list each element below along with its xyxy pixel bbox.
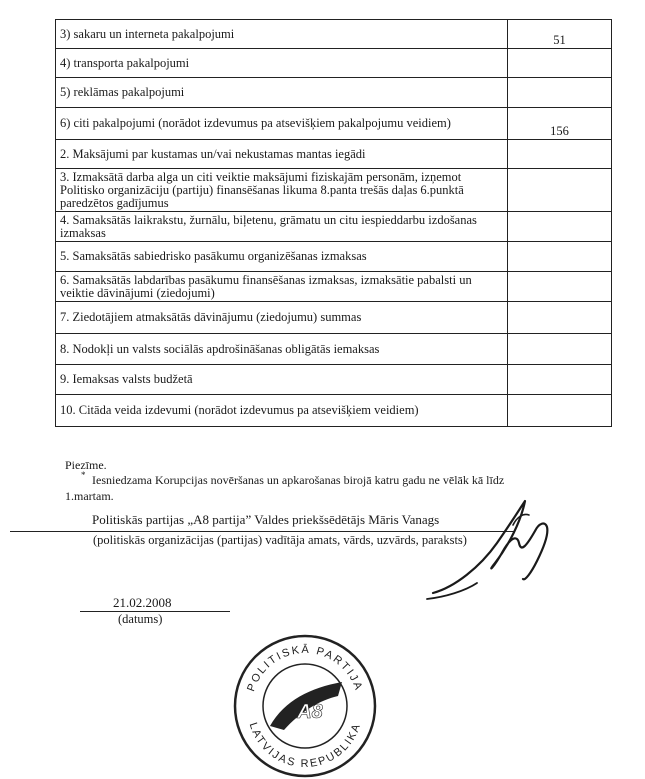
row-label: 3) sakaru un interneta pakalpojumi — [56, 20, 508, 49]
signatory-line: Politiskās partijas „A8 partija” Valdes priekšsēdētājs Māris Vanags — [92, 512, 440, 527]
stamp-logo: A8 — [297, 701, 323, 723]
expenses-table — [55, 19, 612, 427]
stamp-bottom-text: LATVIJAS REPUBLIKA — [246, 720, 364, 771]
row-label: 6) citi pakalpojumi (norādot izdevumus pa atsevišķiem pakalpojumu veidiem) — [56, 108, 508, 140]
row-value — [508, 395, 612, 427]
row-value — [508, 169, 612, 212]
handwritten-signature — [425, 495, 565, 605]
row-value — [508, 365, 612, 395]
note-marker: * — [81, 470, 86, 480]
table-row — [56, 20, 612, 49]
date-caption: (datums) — [118, 612, 163, 626]
table-row — [56, 302, 612, 334]
note-title: Piezīme. — [65, 458, 107, 472]
row-value — [508, 49, 612, 78]
table-row — [56, 334, 612, 365]
row-value — [508, 140, 612, 169]
table-row — [56, 49, 612, 78]
row-label: 10. Citāda veida izdevumi (norādot izdevumus pa atsevišķiem veidiem) — [56, 395, 508, 427]
row-label: 2. Maksājumi par kustamas un/vai nekustamas mantas iegādi — [56, 140, 508, 169]
table-row — [56, 212, 612, 242]
row-label: 8. Nodokļi un valsts sociālās apdrošināšanas obligātās iemaksas — [56, 334, 508, 365]
table-row — [56, 395, 612, 427]
note-text: Iesniedzama Korupcijas novēršanas un apkarošanas birojā katru gadu ne vēlāk kā līdz 1.martam. — [65, 473, 505, 503]
table-row — [56, 169, 612, 212]
row-value: 156 — [508, 108, 612, 140]
row-value — [508, 302, 612, 334]
party-stamp — [230, 630, 380, 779]
table-row — [56, 140, 612, 169]
row-label: 4. Samaksātās laikrakstu, žurnālu, biļetenu, grāmatu un citu iespieddarbu izdošanas izmaksas — [56, 212, 508, 242]
signatory-caption: (politiskās organizācijas (partijas) vadītāja amats, vārds, uzvārds, paraksts) — [93, 533, 467, 547]
row-label: 9. Iemaksas valsts budžetā — [56, 365, 508, 395]
row-value — [508, 334, 612, 365]
row-value — [508, 242, 612, 272]
row-value — [508, 78, 612, 108]
date-value: 21.02.2008 — [113, 595, 172, 610]
row-label: 5. Samaksātās sabiedrisko pasākumu organizēšanas izmaksas — [56, 242, 508, 272]
table-row — [56, 108, 612, 140]
table-row — [56, 242, 612, 272]
stamp-top-text: POLITISKĀ PARTIJA — [245, 643, 365, 694]
table-row — [56, 365, 612, 395]
row-label: 6. Samaksātās labdarības pasākumu finansēšanas izmaksas, izmaksātie pabalsti un veiktie dāvinājumi (ziedojumi) — [56, 272, 508, 302]
table-row — [56, 272, 612, 302]
row-label: 3. Izmaksātā darba alga un citi veiktie maksājumi fiziskajām personām, izņemot Politisko organizāciju (partiju) finansēšanas likuma 8.panta trešās daļas 6.punktā paredzētos gadījumus — [56, 169, 508, 212]
row-label: 4) transporta pakalpojumi — [56, 49, 508, 78]
row-value — [508, 272, 612, 302]
row-value — [508, 212, 612, 242]
row-label: 7. Ziedotājiem atmaksātās dāvinājumu (ziedojumu) summas — [56, 302, 508, 334]
row-value: 51 — [508, 20, 612, 49]
row-label: 5) reklāmas pakalpojumi — [56, 78, 508, 108]
table-row — [56, 78, 612, 108]
